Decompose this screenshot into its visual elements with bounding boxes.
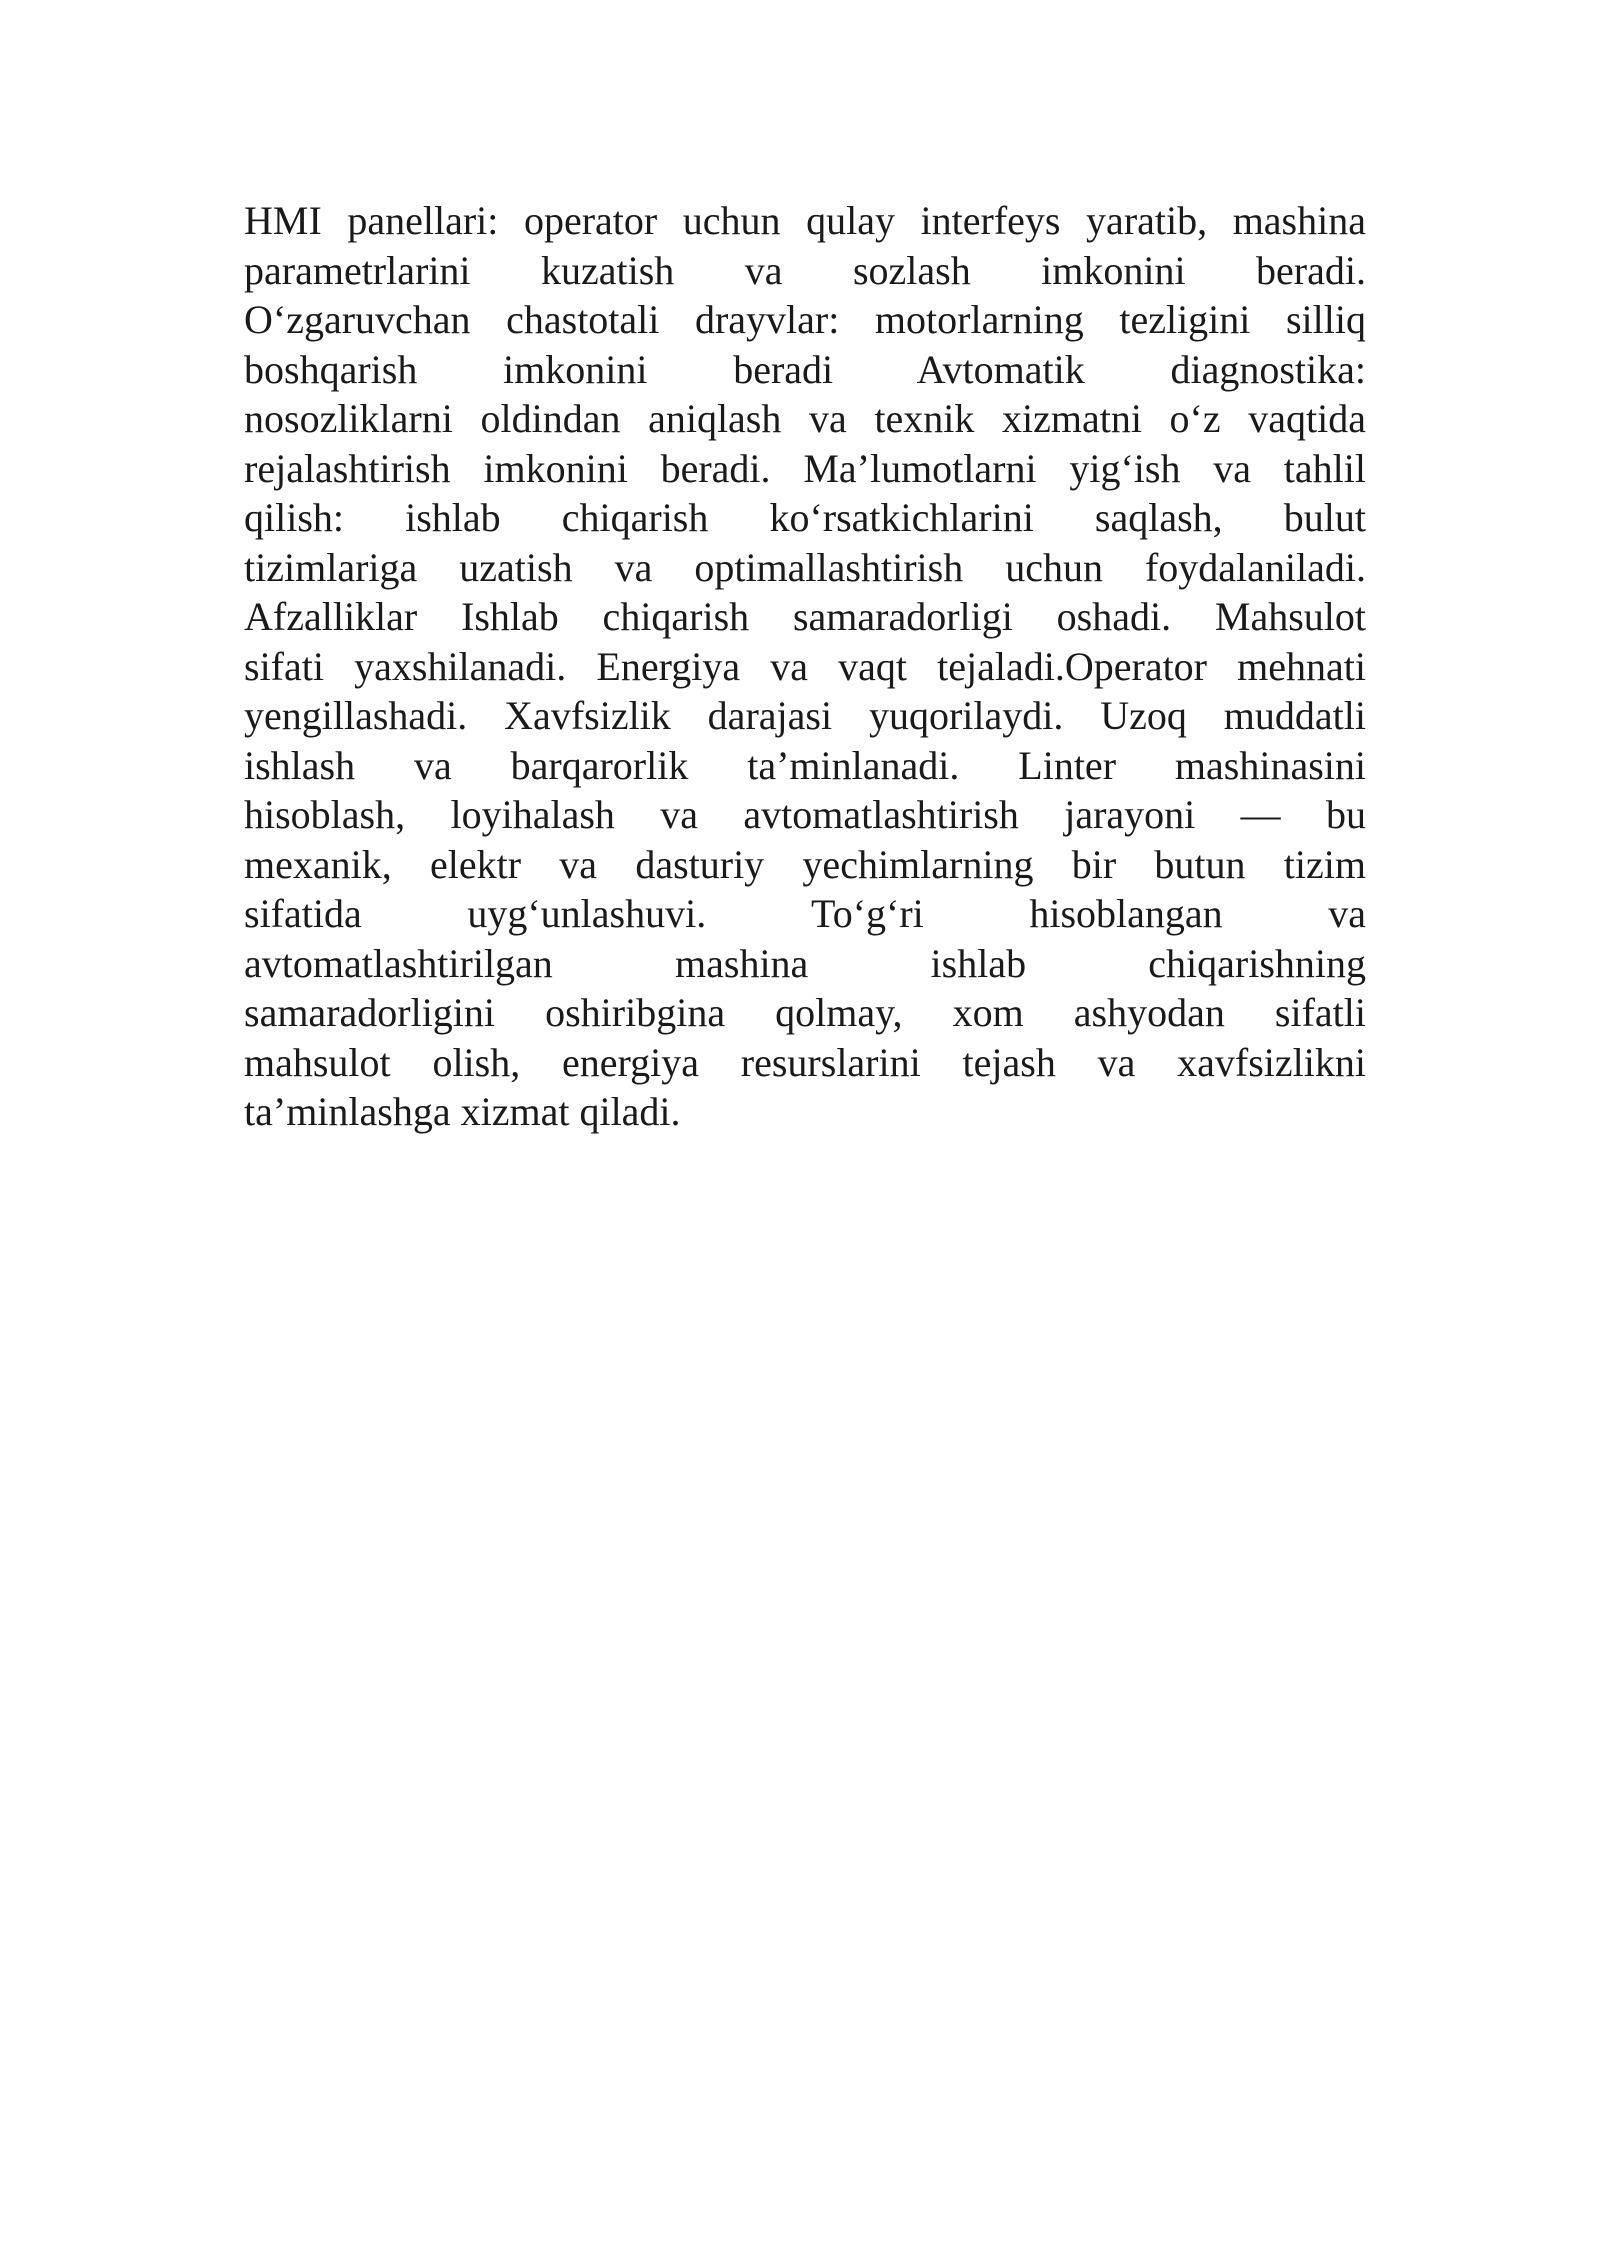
paragraph-line: rejalashtirish imkonini beradi. Ma’lumotlarni yig‘ish va tahlil [244, 445, 1366, 491]
paragraph-line: nosozliklarni oldindan aniqlash va texnik xizmatni o‘z vaqtida [244, 396, 1366, 441]
paragraph-line: yengillashadi. Xavfsizlik darajasi yuqorilaydi. Uzoq muddatli [244, 693, 1366, 738]
paragraph-line: HMI panellari: operator uchun qulay interfeys yaratib, mashina [244, 198, 1366, 243]
paragraph-line: boshqarish imkonini beradi Avtomatik diagnostika: [244, 346, 1366, 392]
paragraph-line: avtomatlashtirilgan mashina ishlab chiqarishning [244, 940, 1366, 986]
paragraph-line: ishlash va barqarorlik ta’minlanadi. Linter mashinasini [244, 742, 1366, 788]
paragraph-line: samaradorligini oshiribgina qolmay, xom ashyodan sifatli [244, 990, 1366, 1035]
paragraph-line: mahsulot olish, energiya resurslarini tejash va xavfsizlikni [244, 1039, 1366, 1085]
body-paragraph [244, 196, 1366, 1137]
paragraph-line: sifati yaxshilanadi. Energiya va vaqt tejaladi.Operator mehnati [244, 643, 1366, 689]
paragraph-line: hisoblash, loyihalash va avtomatlashtirish jarayoni — bu [244, 792, 1366, 837]
paragraph-line: sifatida uyg‘unlashuvi. To‘g‘ri hisoblangan va [244, 891, 1366, 936]
paragraph-line: O‘zgaruvchan chastotali drayvlar: motorlarning tezligini silliq [244, 297, 1366, 342]
paragraph-line: tizimlariga uzatish va optimallashtirish uchun foydalaniladi. [244, 544, 1366, 590]
paragraph-line: qilish: ishlab chiqarish ko‘rsatkichlarini saqlash, bulut [244, 495, 1366, 540]
paragraph-line: parametrlarini kuzatish va sozlash imkonini beradi. [244, 247, 1366, 293]
paragraph-line: mexanik, elektr va dasturiy yechimlarning bir butun tizim [244, 841, 1366, 887]
paragraph-line: Afzalliklar Ishlab chiqarish samaradorligi oshadi. Mahsulot [244, 594, 1366, 639]
paragraph-line-last: ta’minlashga xizmat qiladi. [244, 1089, 681, 1134]
